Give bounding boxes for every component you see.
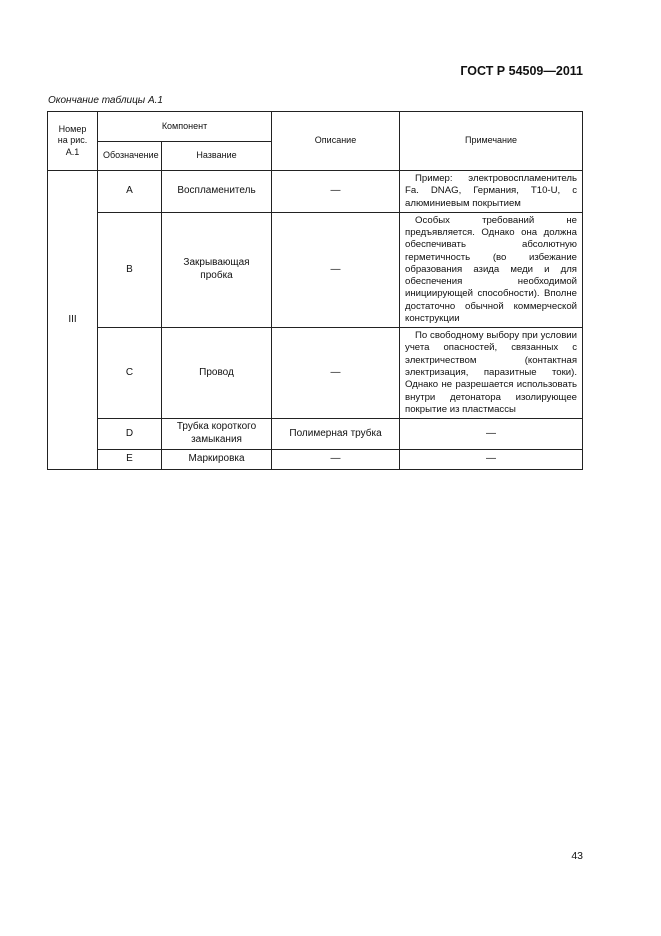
note-cell: — bbox=[400, 450, 583, 470]
designation-cell: C bbox=[98, 328, 162, 419]
name-cell: Воспламенитель bbox=[162, 171, 272, 213]
table-row bbox=[48, 419, 583, 450]
designation-cell: E bbox=[98, 450, 162, 470]
name-cell: Провод bbox=[162, 328, 272, 419]
components-table bbox=[47, 111, 583, 470]
header-name: Название bbox=[162, 142, 272, 171]
note-cell: Пример: электровоспламенитель Fa. DNAG, Германия, T10-U, с алюминиевым покрытием bbox=[400, 171, 583, 213]
header-designation: Обозначение bbox=[98, 142, 162, 171]
table-row bbox=[48, 450, 583, 470]
header-num: Номер на рис. А.1 bbox=[48, 112, 98, 171]
table-row bbox=[48, 212, 583, 327]
name-cell: Маркировка bbox=[162, 450, 272, 470]
designation-cell: B bbox=[98, 212, 162, 327]
table-row bbox=[48, 171, 583, 213]
header-description: Описание bbox=[272, 112, 400, 171]
description-cell: — bbox=[272, 328, 400, 419]
header-note: Примечание bbox=[400, 112, 583, 171]
group-number-cell: III bbox=[48, 171, 98, 470]
note-cell: — bbox=[400, 419, 583, 450]
note-cell: Особых требований не предъявляется. Однако она должна обеспечивать абсолютную герметичность (во избежание образования азида меди и для обеспечения необходимой инициирующей способности). Вполне достаточно обычной коммерческой конструкции bbox=[400, 212, 583, 327]
name-cell: Трубка короткого замыкания bbox=[162, 419, 272, 450]
description-cell: — bbox=[272, 171, 400, 213]
description-cell: — bbox=[272, 212, 400, 327]
name-cell: Закрывающая пробка bbox=[162, 212, 272, 327]
page-number: 43 bbox=[571, 850, 583, 862]
document-code: ГОСТ Р 54509—2011 bbox=[460, 64, 583, 78]
note-cell: По свободному выбору при условии учета опасностей, связанных с электричеством (контактная электризация, паразитные токи). Однако не разрешается использовать внутри детонатора изолирующее покрытие из пластмассы bbox=[400, 328, 583, 419]
table-row bbox=[48, 328, 583, 419]
header-component: Компонент bbox=[98, 112, 272, 142]
description-cell: — bbox=[272, 450, 400, 470]
designation-cell: A bbox=[98, 171, 162, 213]
table-caption: Окончание таблицы А.1 bbox=[48, 95, 163, 106]
designation-cell: D bbox=[98, 419, 162, 450]
description-cell: Полимерная трубка bbox=[272, 419, 400, 450]
